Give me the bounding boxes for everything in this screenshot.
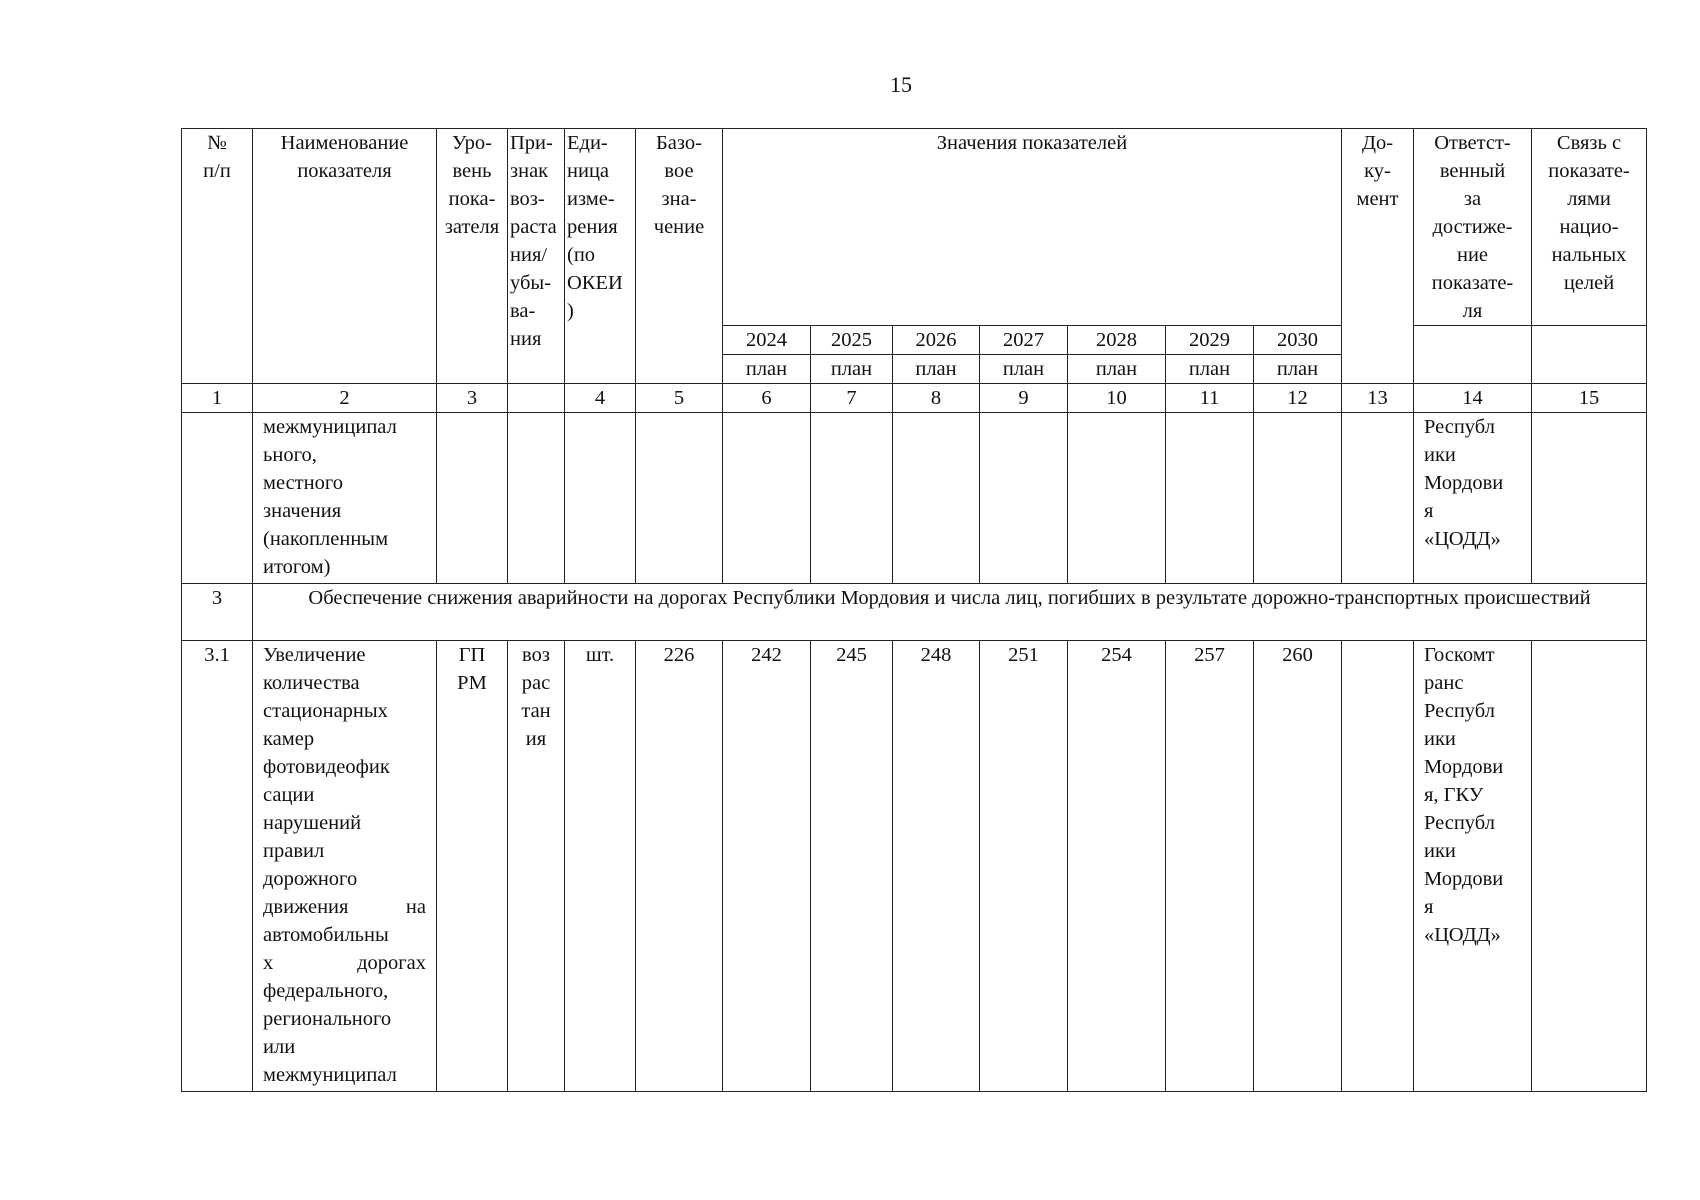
cell-value-2026: 248 [893, 641, 980, 1092]
text-line: убы- [510, 272, 552, 294]
column-number: 3 [437, 384, 508, 413]
text-line: ва- [510, 300, 536, 322]
table-row [182, 641, 1647, 1092]
cell-name [253, 413, 437, 584]
text-line: достиже- [1432, 216, 1513, 238]
text-line: «ЦОДД» [1424, 528, 1501, 550]
text-line: Уро- [451, 132, 493, 154]
cell-empty [1068, 413, 1166, 584]
text-line: рас [521, 672, 551, 694]
column-number: 13 [1342, 384, 1414, 413]
text-line: ики [1424, 840, 1456, 862]
column-number: 10 [1068, 384, 1166, 413]
text-line: мент [1356, 188, 1399, 210]
header-year-2027: 2027 [980, 326, 1068, 355]
cell-unit: шт. [565, 641, 636, 1092]
cell-empty [636, 413, 723, 584]
header-plan-2029: план [1166, 355, 1254, 384]
text-line: раста [510, 216, 557, 238]
text-line: межмуниципал [263, 416, 397, 438]
cell-sign [508, 641, 565, 1092]
header-plan-2030: план [1254, 355, 1342, 384]
name-justified-line [263, 949, 426, 977]
text-line: стационарных [263, 700, 388, 722]
text-line: ия [525, 728, 547, 750]
column-number: 2 [253, 384, 437, 413]
header-row-main [182, 129, 1647, 326]
text-line: знак [510, 160, 549, 182]
name-word: х [263, 952, 274, 974]
column-number: 11 [1166, 384, 1254, 413]
text-line: При- [510, 132, 553, 154]
header-plan-2026: план [893, 355, 980, 384]
text-line: Мордови [1424, 756, 1504, 778]
header-unit [565, 129, 636, 384]
text-line: Увеличение [263, 644, 366, 666]
header-responsible-blank [1414, 326, 1532, 384]
text-line: ния/ [510, 244, 548, 266]
text-line: количества [263, 672, 360, 694]
cell-value-2029: 257 [1166, 641, 1254, 1092]
text-line: ики [1424, 444, 1456, 466]
cell-empty [1532, 413, 1647, 584]
cell-empty [437, 413, 508, 584]
header-year-2024: 2024 [723, 326, 811, 355]
column-number: 9 [980, 384, 1068, 413]
cell-empty [980, 413, 1068, 584]
text-line: Связь с [1556, 132, 1622, 154]
text-line: ОКЕИ [567, 272, 623, 294]
text-line: камер [263, 728, 315, 750]
header-plan-2028: план [1068, 355, 1166, 384]
cell-name [253, 641, 437, 1092]
cell-empty [893, 413, 980, 584]
header-responsible [1414, 129, 1532, 326]
section-row [182, 584, 1647, 641]
name-word: дорогах [357, 952, 426, 974]
cell-document [1342, 641, 1414, 1092]
header-values-group: Значения показателей [723, 129, 1342, 326]
text-line: ) [567, 300, 574, 322]
text-line: межмуниципал [263, 1064, 397, 1086]
text-line: ьного, [263, 444, 317, 466]
column-numbers-row [182, 384, 1647, 413]
column-number: 1 [182, 384, 253, 413]
text-line: п/п [203, 160, 231, 182]
text-line: ния [510, 328, 542, 350]
cell-base: 226 [636, 641, 723, 1092]
text-line: Республ [1424, 700, 1495, 722]
text-line: (по [567, 244, 596, 266]
column-number: 7 [811, 384, 893, 413]
text-line: сации [263, 784, 315, 806]
text-line: зна- [661, 188, 697, 210]
text-line: показателя [297, 160, 392, 182]
header-plan-2027: план [980, 355, 1068, 384]
column-number: 5 [636, 384, 723, 413]
text-line: пока- [448, 188, 496, 210]
text-line: нальных [1551, 244, 1627, 266]
header-year-2030: 2030 [1254, 326, 1342, 355]
header-name [253, 129, 437, 384]
text-line: рения [567, 216, 618, 238]
text-line: местного [263, 472, 344, 494]
text-line: итогом) [263, 556, 331, 578]
text-line: вое [664, 160, 694, 182]
name-justified-line [263, 893, 426, 921]
section-title: Обеспечение снижения аварийности на дорогах Республики Мордовия и числа лиц, погибших в результате дорожно-транспортных происшествий [253, 584, 1647, 641]
text-line: или [263, 1036, 296, 1058]
text-line: венный [1439, 160, 1506, 182]
text-line: показате- [1431, 272, 1514, 294]
name-lines-tail [263, 977, 426, 1089]
header-level [437, 129, 508, 384]
header-plan-2024: план [723, 355, 811, 384]
cell-link [1532, 641, 1647, 1092]
text-line: Республ [1424, 416, 1495, 438]
header-link [1532, 129, 1647, 326]
text-line: До- [1361, 132, 1394, 154]
cell-empty [565, 413, 636, 584]
text-line: нацио- [1559, 216, 1619, 238]
header-sign [508, 129, 565, 384]
text-line: ГП [458, 644, 486, 666]
text-line: ранс [1424, 672, 1464, 694]
header-base [636, 129, 723, 384]
text-line: Еди- [567, 132, 608, 154]
text-line: зателя [444, 216, 500, 238]
text-line: тан [521, 700, 551, 722]
cell-value-2027: 251 [980, 641, 1068, 1092]
text-line: ку- [1364, 160, 1391, 182]
text-line: Мордови [1424, 868, 1504, 890]
text-line: лями [1567, 188, 1611, 210]
text-line: № [207, 132, 227, 154]
text-line: Базо- [656, 132, 702, 154]
text-line: федерального, [263, 980, 389, 1002]
column-number: 4 [565, 384, 636, 413]
page-number: 15 [890, 72, 912, 97]
cell-responsible [1414, 413, 1532, 584]
cell-value-2024: 242 [723, 641, 811, 1092]
header-num [182, 129, 253, 384]
text-line: ница [567, 160, 610, 182]
text-line: нарушений [263, 812, 362, 834]
section-number: 3 [182, 584, 253, 641]
text-line: Мордови [1424, 472, 1504, 494]
column-number: 8 [893, 384, 980, 413]
cell-level [437, 641, 508, 1092]
cell-empty [1342, 413, 1414, 584]
cell-value-2030: 260 [1254, 641, 1342, 1092]
name-lines-head [263, 641, 426, 893]
cell-empty [723, 413, 811, 584]
text-line: чение [653, 216, 705, 238]
column-number [508, 384, 565, 413]
indicators-table [181, 128, 1647, 1092]
header-link-blank [1532, 326, 1647, 384]
text-line: ля [1462, 300, 1483, 322]
text-line: показате- [1548, 160, 1630, 182]
text-line: регионального [263, 1008, 392, 1030]
text-line: (накопленным [263, 528, 389, 550]
header-plan-2025: план [811, 355, 893, 384]
text-line: воз [522, 644, 550, 666]
column-number: 12 [1254, 384, 1342, 413]
text-line: ние [1456, 244, 1489, 266]
header-document [1342, 129, 1414, 384]
cell-responsible [1414, 641, 1532, 1092]
text-line: РМ [457, 672, 487, 694]
text-line: я [1424, 896, 1434, 918]
name-word: движения [263, 896, 349, 918]
text-line: изме- [567, 188, 615, 210]
cell-empty [1166, 413, 1254, 584]
cell-num [182, 413, 253, 584]
text-line: Республ [1424, 812, 1495, 834]
text-line: «ЦОДД» [1424, 924, 1501, 946]
text-line: за [1463, 188, 1482, 210]
cell-empty [508, 413, 565, 584]
cell-empty [811, 413, 893, 584]
text-line: значения [263, 500, 342, 522]
text-line: целей [1563, 272, 1615, 294]
header-year-2029: 2029 [1166, 326, 1254, 355]
table-row [182, 413, 1647, 584]
column-number: 14 [1414, 384, 1532, 413]
cell-value-2025: 245 [811, 641, 893, 1092]
cell-empty [1254, 413, 1342, 584]
cell-num: 3.1 [182, 641, 253, 1092]
name-lines-mid [263, 921, 426, 949]
text-line: я [1424, 500, 1434, 522]
header-year-2026: 2026 [893, 326, 980, 355]
text-line: Госкомт [1424, 644, 1495, 666]
cell-value-2028: 254 [1068, 641, 1166, 1092]
name-word: на [405, 896, 426, 918]
column-number: 6 [723, 384, 811, 413]
text-line: Ответст- [1434, 132, 1511, 154]
column-number: 15 [1532, 384, 1647, 413]
text-line: дорожного [263, 868, 358, 890]
text-line: фотовидеофик [263, 756, 390, 778]
text-line: я, ГКУ [1424, 784, 1484, 806]
text-line: Наименование [280, 132, 409, 154]
text-line: правил [263, 840, 325, 862]
text-line: ики [1424, 728, 1456, 750]
text-line: вень [452, 160, 492, 182]
text-line: воз- [510, 188, 545, 210]
header-year-2025: 2025 [811, 326, 893, 355]
header-year-2028: 2028 [1068, 326, 1166, 355]
text-line: автомобильны [263, 924, 389, 946]
